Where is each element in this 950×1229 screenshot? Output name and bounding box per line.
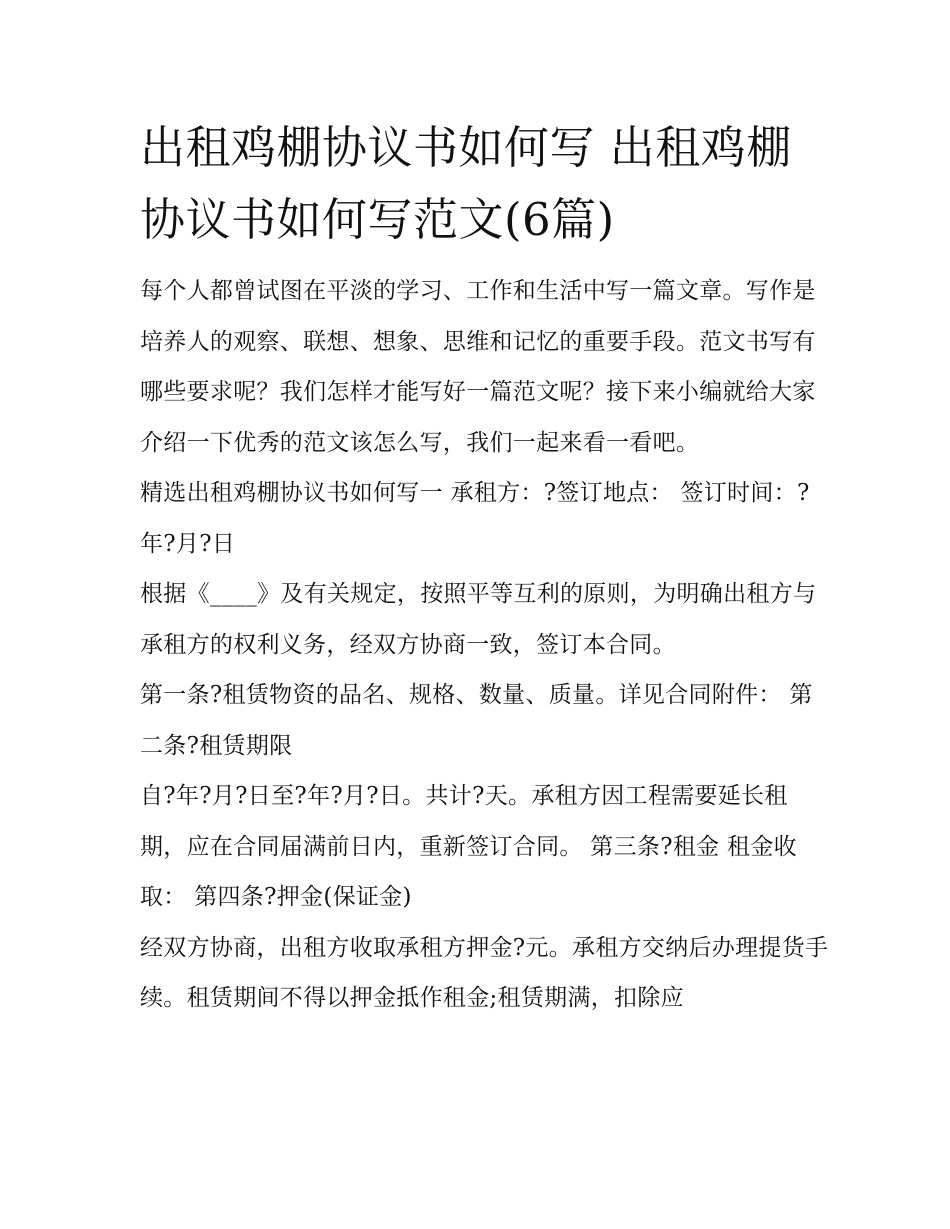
article-two-paragraph: 自?年?月?日至?年?月?日。共计?天。承租方因工程需要延长租期，应在合同届满前日内，重新签订合同。 第三条?租金 租金收取： 第四条?押金(保证金) (140, 783, 797, 910)
document-title: 出租鸡棚协议书如何写 出租鸡棚协议书如何写范文(6篇) (140, 121, 792, 246)
article-one-paragraph: 第一条?租赁物资的品名、规格、数量、质量。详见合同附件： 第二条?租赁期限 (140, 682, 813, 759)
intro-paragraph: 每个人都曾试图在平淡的学习、工作和生活中写一篇文章。写作是培养人的观察、联想、想象、思维和记忆的重要手段。范文书写有哪些要求呢？我们怎样才能写好一篇范文呢？接下来小编就给大家介绍一下优秀的范文该怎么写，我们一起来看一看吧。 (140, 278, 816, 456)
contract-header-paragraph: 精选出租鸡棚协议书如何写一 承租方：?签订地点： 签订时间：?年?月?日 (140, 480, 810, 557)
contract-purpose-paragraph: 根据《____》及有关规定，按照平等互利的原则，为明确出租方与承租方的权利义务，经双方协商一致，签订本合同。 (140, 581, 817, 658)
document-page (140, 112, 830, 1024)
article-four-paragraph: 经双方协商，出租方收取承租方押金?元。承租方交纳后办理提货手续。租赁期间不得以押金抵作租金;租赁期满，扣除应 (140, 934, 829, 1011)
